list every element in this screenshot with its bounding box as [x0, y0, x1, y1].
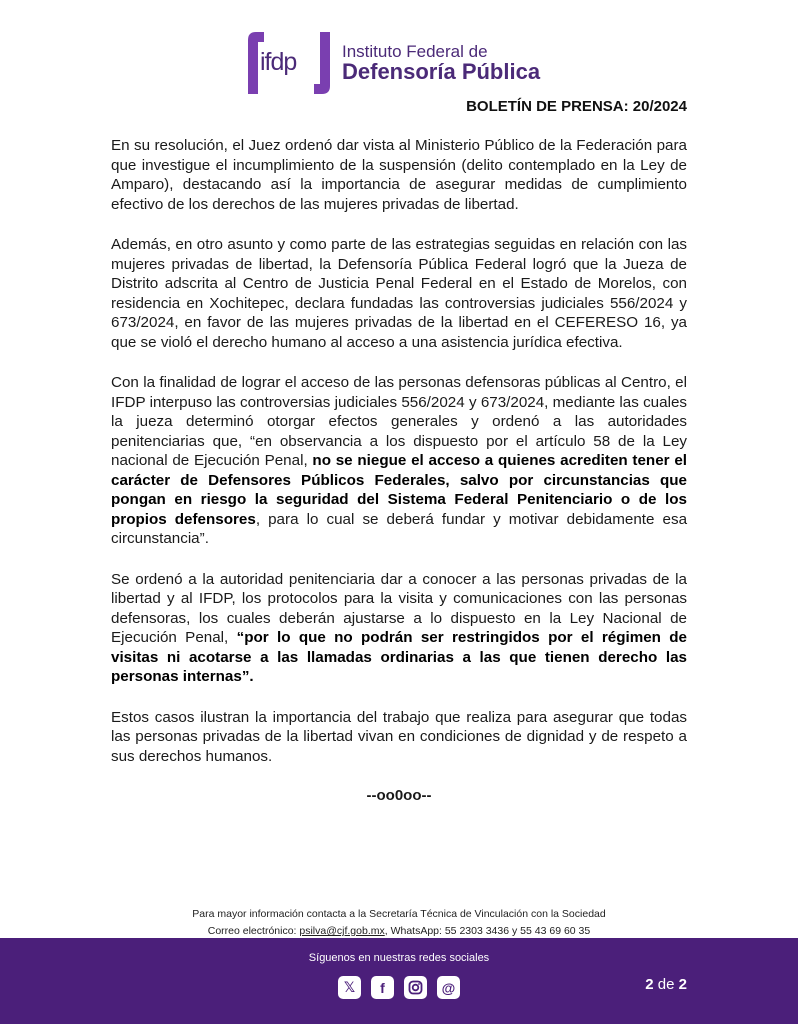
instagram-icon[interactable] [404, 976, 427, 999]
footer-bar [0, 938, 798, 1024]
paragraph-3-text-a: Con la finalidad de lograr el acceso de las personas defensoras públicas al Centro, el IFDP interpuso las controversias judiciales 556/2024 y 673/2024, mediante las cuales la jueza determinó otorgar efectos generales y ordenó a las autoridades penitenciarias que, “en observancia a los dispuesto por el artículo 58 de la Ley nacional de Ejecución Penal, [111, 374, 687, 469]
paragraph-3 [111, 373, 687, 549]
paragraph-3-bold: no se niegue el acceso a quienes acrediten tener el carácter de Defensores Públicos Federales, salvo por circunstancias que pongan en riesgo la seguridad del Sistema Federal Penitenciario o de los propios defensores [111, 452, 687, 528]
paragraph-4-bold: “por lo que no podrán ser restringidos por el régimen de visitas ni acotarse a las llamadas ordinarias a las que tienen derecho las personas internas”. [111, 629, 688, 685]
paragraph-4-text: Se ordenó a la autoridad penitenciaria dar a conocer a las personas privadas de la libertad y al IFDP, los protocolos para la visita y comunicaciones con las personas defensoras, los cuales deberán ajustarse a lo dispuesto en la Ley Nacional de Ejecución Penal, [111, 570, 687, 646]
facebook-icon[interactable]: f [371, 976, 394, 999]
logo-mark [246, 28, 332, 98]
bulletin-number: BOLETÍN DE PRENSA: 20/2024 [466, 98, 687, 115]
paragraph-1: En su resolución, el Juez ordenó dar vista al Ministerio Público de la Federación para que investigue el incumplimiento de la suspensión (delito contemplado en la Ley de Amparo), destacando así la importancia de asegurar medidas de cumplimiento efectivo de los derechos de las mujeres privadas de libertad. [111, 137, 687, 213]
email-link[interactable]: psilva@cjf.gob.mx [299, 925, 385, 937]
press-release-body [111, 136, 687, 804]
paragraph-2: Además, en otro asunto y como parte de las estrategias seguidas en relación con las mujeres privadas de libertad, la Defensoría Pública Federal logró que la Jueza de Distrito adscrita al Centro de Justicia Penal Federal en el Estado de Morelos, con residencia en Xochitepec, declara fundadas las controversias judiciales 556/2024 y 673/2024, en favor de las mujeres privadas de la libertad en el CEFERESO 16, ya que se violó el derecho humano al acceso a una asistencia jurídica efectiva. [111, 236, 687, 351]
logo-text [342, 43, 540, 84]
page-of: de [653, 976, 679, 993]
logo-mark-text: ifdp [260, 48, 297, 76]
contact-info [0, 906, 798, 940]
logo-line-1: Instituto Federal de [342, 41, 488, 61]
paragraph-4 [111, 570, 687, 687]
ifdp-logo [246, 28, 540, 98]
paragraph-5: Estos casos ilustran la importancia del trabajo que realiza para asegurar que todas las personas privadas de la libertad vivan en condiciones de dignidad y de respeto a sus derechos humanos. [111, 708, 687, 765]
page-current: 2 [645, 976, 654, 993]
paragraph-3-text-b: , para lo cual se deberá fundar y motivar debidamente esa circunstancia”. [111, 510, 688, 547]
follow-us-text: Síguenos en nuestras redes sociales [308, 952, 490, 964]
whatsapp-numbers: , WhatsApp: 55 2303 3436 y 55 43 69 60 35 [384, 925, 591, 937]
contact-line-1: Para mayor información contacta a la Secretaría Técnica de Vinculación con la Sociedad [192, 908, 606, 920]
logo-line-2: Defensoría Pública [342, 59, 541, 85]
email-label: Correo electrónico: [207, 925, 300, 937]
separator: --oo0oo-- [366, 787, 432, 804]
page-total: 2 [678, 976, 687, 993]
page-indicator [645, 976, 687, 993]
x-icon[interactable]: 𝕏 [338, 976, 361, 999]
threads-icon[interactable]: @ [437, 976, 460, 999]
social-icons [338, 976, 460, 999]
